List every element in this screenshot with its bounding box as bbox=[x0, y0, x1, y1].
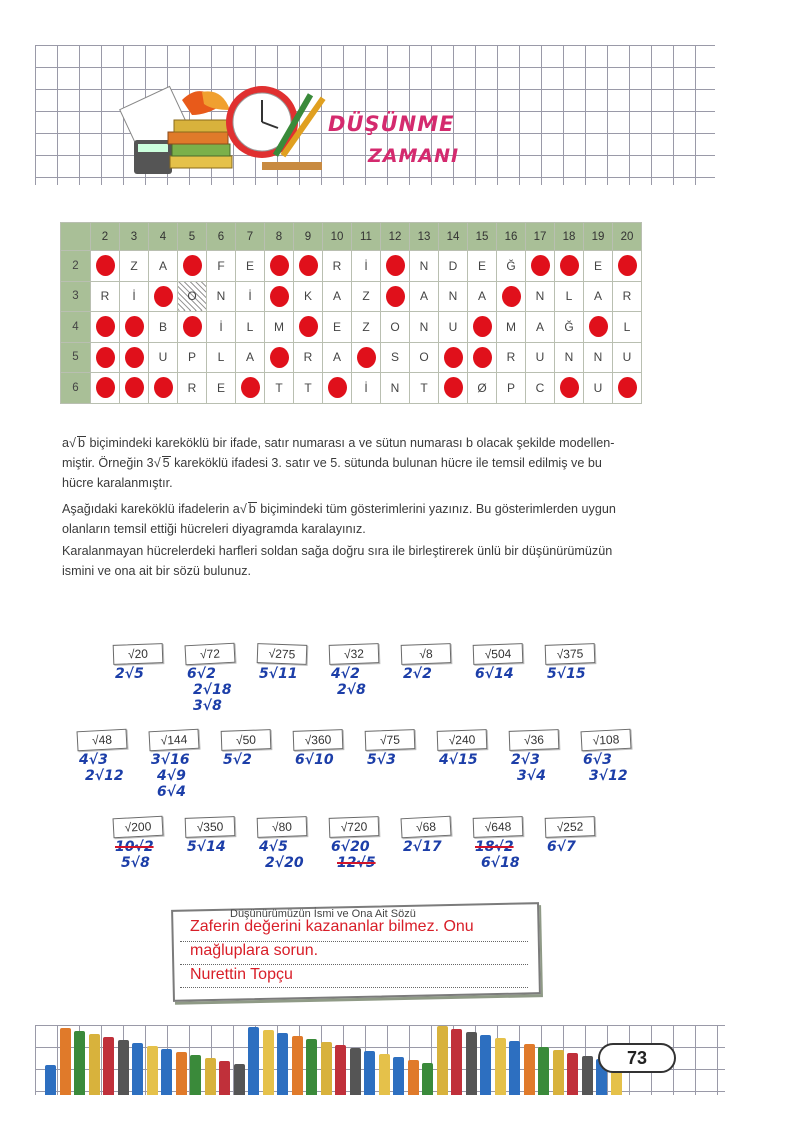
blacked-out-cell bbox=[381, 251, 410, 282]
column-header: 18 bbox=[555, 223, 584, 251]
red-marker-dot bbox=[125, 316, 144, 337]
handwritten-answer: 2√2 bbox=[403, 666, 432, 682]
radical-expression-box: √648 bbox=[473, 816, 524, 838]
red-marker-dot bbox=[357, 347, 376, 368]
letter-cell: Ğ bbox=[555, 312, 584, 343]
letter-cell: L bbox=[236, 312, 265, 343]
blacked-out-cell bbox=[323, 373, 352, 404]
pencil-decoration bbox=[451, 1029, 462, 1095]
handwritten-answer: 2√12 bbox=[85, 768, 124, 784]
blacked-out-cell bbox=[294, 251, 323, 282]
sqrt-sign: √ bbox=[153, 456, 161, 470]
column-header: 8 bbox=[265, 223, 294, 251]
handwritten-answer: 3√16 bbox=[151, 752, 190, 768]
handwritten-answer: 12√5 bbox=[337, 855, 376, 871]
p1-line1 bbox=[62, 433, 657, 453]
red-marker-dot bbox=[183, 316, 202, 337]
letter-cell: N bbox=[381, 373, 410, 404]
letter-cell: O bbox=[178, 281, 207, 312]
p1-text: biçimindeki kareköklü bir ifade, satır numarası a ve sütun numarası b olacak şekilde modellen- bbox=[85, 436, 615, 450]
handwritten-answer: 4√2 bbox=[331, 666, 360, 682]
blacked-out-cell bbox=[91, 251, 120, 282]
letter-cell: N bbox=[410, 312, 439, 343]
section-title-line1: DÜŞÜNME bbox=[328, 112, 455, 136]
p2-a: Aşağıdaki kareköklü ifadelerin a bbox=[62, 502, 240, 516]
p1-line3: hücre karalanmıştır. bbox=[62, 476, 173, 490]
handwritten-answer: 6√7 bbox=[547, 839, 576, 855]
handwritten-answer: 6√20 bbox=[331, 839, 370, 855]
radical-expression-box: √80 bbox=[257, 816, 308, 838]
handwritten-answer: 2√18 bbox=[193, 682, 232, 698]
red-marker-dot bbox=[531, 255, 550, 276]
radical-expression-box: √275 bbox=[257, 643, 308, 665]
red-marker-dot bbox=[589, 316, 608, 337]
handwritten-answer: 5√11 bbox=[259, 666, 298, 682]
handwritten-answer: 4√5 bbox=[259, 839, 288, 855]
grid-row bbox=[61, 342, 642, 373]
handwritten-answer: 2√20 bbox=[265, 855, 304, 871]
blacked-out-cell bbox=[613, 251, 642, 282]
red-marker-dot bbox=[270, 255, 289, 276]
handwritten-answer: 6√14 bbox=[475, 666, 514, 682]
handwritten-answer: 2√3 bbox=[511, 752, 540, 768]
letter-cell: E bbox=[468, 251, 497, 282]
blacked-out-cell bbox=[265, 342, 294, 373]
red-marker-dot bbox=[560, 255, 579, 276]
letter-cell: O bbox=[410, 342, 439, 373]
red-marker-dot bbox=[154, 377, 173, 398]
column-header: 16 bbox=[497, 223, 526, 251]
pencil-decoration bbox=[161, 1049, 172, 1095]
letter-cell: S bbox=[381, 342, 410, 373]
letter-cell: İ bbox=[120, 281, 149, 312]
row-header: 5 bbox=[61, 342, 91, 373]
handwritten-answer: 6√4 bbox=[157, 784, 186, 800]
letter-cell: A bbox=[236, 342, 265, 373]
pencil-decoration bbox=[509, 1041, 520, 1095]
grid-row bbox=[61, 251, 642, 282]
answer-line-3 bbox=[180, 987, 528, 988]
letter-cell: Ğ bbox=[497, 251, 526, 282]
radical-expression-box: √20 bbox=[113, 643, 164, 665]
p1-line2-b: kareköklü ifadesi 3. satır ve 5. sütunda bulunan hücre ile temsil edilmiş ve bu bbox=[170, 456, 602, 470]
column-header: 13 bbox=[410, 223, 439, 251]
blacked-out-cell bbox=[178, 251, 207, 282]
column-header: 19 bbox=[584, 223, 613, 251]
answer-text-1: Zaferin değerini kazananlar bilmez. Onu bbox=[190, 918, 474, 935]
pencil-decoration bbox=[379, 1054, 390, 1095]
letter-cell: O bbox=[381, 312, 410, 343]
letter-cell: R bbox=[294, 342, 323, 373]
blacked-out-cell bbox=[497, 281, 526, 312]
letter-cell: İ bbox=[352, 373, 381, 404]
blacked-out-cell bbox=[120, 312, 149, 343]
pencil-decoration bbox=[524, 1044, 535, 1095]
column-header: 11 bbox=[352, 223, 381, 251]
radical-expression-box: √36 bbox=[509, 729, 560, 751]
red-marker-dot bbox=[125, 347, 144, 368]
letter-cell: K bbox=[294, 281, 323, 312]
blacked-out-cell bbox=[584, 312, 613, 343]
letter-cell: A bbox=[410, 281, 439, 312]
handwritten-answer: 4√3 bbox=[79, 752, 108, 768]
pencil-decoration bbox=[350, 1048, 361, 1095]
radical-expression-box: √68 bbox=[401, 816, 452, 839]
p2-b: biçimindeki tüm gösterimlerini yazınız. Bu gösterimlerden uygun bbox=[256, 502, 616, 516]
blacked-out-cell bbox=[468, 342, 497, 373]
blacked-out-cell bbox=[439, 342, 468, 373]
radical-expression-box: √252 bbox=[545, 816, 596, 838]
handwritten-answer: 6√18 bbox=[481, 855, 520, 871]
pencil-decoration bbox=[205, 1058, 216, 1095]
red-marker-dot bbox=[96, 377, 115, 398]
column-header: 2 bbox=[91, 223, 120, 251]
grid-header-row bbox=[61, 223, 642, 251]
red-marker-dot bbox=[183, 255, 202, 276]
p2-line2: olanların temsil ettiği hücreleri diyagramda karalayınız. bbox=[62, 522, 366, 536]
red-marker-dot bbox=[560, 377, 579, 398]
handwritten-answer: 5√8 bbox=[121, 855, 150, 871]
handwritten-answer: 3√12 bbox=[589, 768, 628, 784]
red-marker-dot bbox=[241, 377, 260, 398]
blacked-out-cell bbox=[555, 251, 584, 282]
red-marker-dot bbox=[299, 316, 318, 337]
column-header: 14 bbox=[439, 223, 468, 251]
letter-cell: N bbox=[410, 251, 439, 282]
pencil-decoration bbox=[393, 1057, 404, 1095]
pencil-decoration bbox=[582, 1056, 593, 1095]
instruction-paragraph-1 bbox=[62, 433, 657, 493]
pencil-decoration bbox=[480, 1035, 491, 1095]
letter-cell: A bbox=[468, 281, 497, 312]
letter-cell: R bbox=[91, 281, 120, 312]
handwritten-answer: 4√9 bbox=[157, 768, 186, 784]
blacked-out-cell bbox=[120, 373, 149, 404]
pencil-decoration bbox=[553, 1050, 564, 1095]
red-marker-dot bbox=[96, 316, 115, 337]
sqrt-sign: √ bbox=[239, 502, 247, 516]
pencil-decoration bbox=[408, 1060, 419, 1095]
radical-expression-box: √360 bbox=[293, 729, 344, 751]
p1-a: a bbox=[62, 436, 70, 450]
pencil-decoration bbox=[263, 1030, 274, 1095]
red-marker-dot bbox=[270, 347, 289, 368]
red-marker-dot bbox=[473, 347, 492, 368]
blacked-out-cell bbox=[120, 342, 149, 373]
radical-expression-box: √72 bbox=[185, 643, 236, 666]
handwritten-answer: 5√15 bbox=[547, 666, 586, 682]
radical-expression-box: √240 bbox=[437, 729, 488, 751]
letter-cell: A bbox=[323, 281, 352, 312]
row-header: 6 bbox=[61, 373, 91, 404]
letter-cell: İ bbox=[352, 251, 381, 282]
p2-sqrt: b bbox=[248, 502, 256, 516]
letter-cell: İ bbox=[236, 281, 265, 312]
blacked-out-cell bbox=[352, 342, 381, 373]
red-marker-dot bbox=[444, 377, 463, 398]
pencil-decoration bbox=[132, 1043, 143, 1095]
letter-cell: T bbox=[265, 373, 294, 404]
blacked-out-cell bbox=[265, 281, 294, 312]
letter-cell: E bbox=[584, 251, 613, 282]
pencil-decoration bbox=[190, 1055, 201, 1095]
letter-cell: A bbox=[526, 312, 555, 343]
pencil-decoration bbox=[103, 1037, 114, 1095]
letter-cell: Z bbox=[352, 312, 381, 343]
letter-grid-table bbox=[60, 222, 642, 404]
sqrt-sign: √ bbox=[69, 436, 76, 450]
column-header: 12 bbox=[381, 223, 410, 251]
pencil-decoration bbox=[364, 1051, 375, 1095]
blacked-out-cell bbox=[91, 342, 120, 373]
pencil-decoration bbox=[306, 1039, 317, 1095]
handwritten-answer: 3√4 bbox=[517, 768, 546, 784]
answer-card-heading: Düşünürümüzün İsmi ve Ona Ait Sözü bbox=[230, 908, 416, 920]
pencil-decoration bbox=[567, 1053, 578, 1095]
page-number: 73 bbox=[598, 1043, 676, 1073]
letter-cell: N bbox=[526, 281, 555, 312]
grid-row bbox=[61, 281, 642, 312]
pencil-decoration bbox=[147, 1046, 158, 1095]
column-header: 17 bbox=[526, 223, 555, 251]
handwritten-answer: 3√8 bbox=[193, 698, 222, 714]
letter-cell: N bbox=[584, 342, 613, 373]
answer-line-2 bbox=[180, 964, 528, 965]
grid-row bbox=[61, 373, 642, 404]
blacked-out-cell bbox=[178, 312, 207, 343]
pencil-decoration bbox=[234, 1064, 245, 1095]
letter-cell: L bbox=[613, 312, 642, 343]
handwritten-answer: 6√10 bbox=[295, 752, 334, 768]
handwritten-answer: 6√3 bbox=[583, 752, 612, 768]
handwritten-answer: 10√2 bbox=[115, 839, 154, 855]
answer-text-2: mağluplara sorun. bbox=[190, 942, 319, 959]
handwritten-answer: 5√3 bbox=[367, 752, 396, 768]
letter-cell: A bbox=[323, 342, 352, 373]
letter-cell: F bbox=[207, 251, 236, 282]
radical-expression-box: √200 bbox=[113, 816, 164, 839]
handwritten-answer: 18√2 bbox=[475, 839, 514, 855]
column-header: 9 bbox=[294, 223, 323, 251]
pencil-decoration bbox=[335, 1045, 346, 1095]
section-title-line2: ZAMANI bbox=[368, 145, 460, 167]
pencil-decoration bbox=[292, 1036, 303, 1095]
red-marker-dot bbox=[618, 255, 637, 276]
pencil-decoration bbox=[277, 1033, 288, 1095]
blacked-out-cell bbox=[236, 373, 265, 404]
red-marker-dot bbox=[618, 377, 637, 398]
row-header: 3 bbox=[61, 281, 91, 312]
pencil-decoration bbox=[219, 1061, 230, 1095]
red-marker-dot bbox=[328, 377, 347, 398]
pencil-decoration bbox=[89, 1034, 100, 1095]
blacked-out-cell bbox=[91, 373, 120, 404]
blacked-out-cell bbox=[149, 373, 178, 404]
red-marker-dot bbox=[444, 347, 463, 368]
blacked-out-cell bbox=[294, 312, 323, 343]
red-marker-dot bbox=[96, 347, 115, 368]
blacked-out-cell bbox=[149, 281, 178, 312]
pencil-decoration bbox=[74, 1031, 85, 1095]
p3-line1: Karalanmayan hücrelerdeki harfleri soldan sağa doğru sıra ile birleştirerek ünlü bir düşünürümüzün bbox=[62, 544, 613, 558]
letter-cell: U bbox=[526, 342, 555, 373]
blacked-out-cell bbox=[613, 373, 642, 404]
column-header: 6 bbox=[207, 223, 236, 251]
column-header: 3 bbox=[120, 223, 149, 251]
radical-expression-box: √375 bbox=[545, 643, 596, 665]
handwritten-answer: 2√17 bbox=[403, 839, 442, 855]
letter-cell: B bbox=[149, 312, 178, 343]
red-marker-dot bbox=[96, 255, 115, 276]
instruction-paragraph-2 bbox=[62, 499, 657, 539]
grid-corner bbox=[61, 223, 91, 251]
letter-cell: U bbox=[149, 342, 178, 373]
p1-line2-a: miştir. Örneğin 3 bbox=[62, 456, 154, 470]
radical-expression-box: √720 bbox=[329, 816, 380, 838]
letter-cell: T bbox=[294, 373, 323, 404]
radical-expression-box: √108 bbox=[581, 729, 632, 752]
instruction-paragraph-3 bbox=[62, 541, 657, 581]
p3-line2: ismini ve ona ait bir sözü bulunuz. bbox=[62, 564, 252, 578]
red-marker-dot bbox=[386, 286, 405, 307]
grid-row bbox=[61, 312, 642, 343]
pencil-decoration bbox=[248, 1027, 259, 1095]
letter-cell: R bbox=[497, 342, 526, 373]
pencil-decoration bbox=[60, 1028, 71, 1095]
letter-cell: Z bbox=[120, 251, 149, 282]
letter-cell: A bbox=[584, 281, 613, 312]
red-marker-dot bbox=[270, 286, 289, 307]
letter-cell: M bbox=[497, 312, 526, 343]
p1-line2-sqrt: 5 bbox=[162, 456, 170, 470]
column-header: 20 bbox=[613, 223, 642, 251]
pencil-decoration bbox=[118, 1040, 129, 1095]
blacked-out-cell bbox=[381, 281, 410, 312]
letter-cell: N bbox=[207, 281, 236, 312]
red-marker-dot bbox=[473, 316, 492, 337]
radical-expression-box: √8 bbox=[401, 643, 452, 665]
letter-cell: D bbox=[439, 251, 468, 282]
letter-cell: T bbox=[410, 373, 439, 404]
pencil-decoration bbox=[321, 1042, 332, 1095]
letter-cell: L bbox=[555, 281, 584, 312]
pencil-decoration bbox=[538, 1047, 549, 1095]
row-header: 4 bbox=[61, 312, 91, 343]
column-header: 15 bbox=[468, 223, 497, 251]
letter-cell: L bbox=[207, 342, 236, 373]
pencil-decoration bbox=[495, 1038, 506, 1095]
radical-expression-box: √32 bbox=[329, 643, 380, 665]
pencil-decoration bbox=[176, 1052, 187, 1095]
letter-cell: A bbox=[149, 251, 178, 282]
radical-expression-box: √350 bbox=[185, 816, 236, 838]
p1-line2 bbox=[62, 453, 657, 473]
letter-cell: R bbox=[178, 373, 207, 404]
blacked-out-cell bbox=[91, 312, 120, 343]
p1-b: b bbox=[77, 436, 85, 450]
radical-expression-box: √504 bbox=[473, 643, 524, 665]
letter-cell: U bbox=[439, 312, 468, 343]
letter-cell: Ø bbox=[468, 373, 497, 404]
handwritten-answer: 5√14 bbox=[187, 839, 226, 855]
radical-expression-box: √144 bbox=[149, 729, 200, 752]
row-header: 2 bbox=[61, 251, 91, 282]
blacked-out-cell bbox=[555, 373, 584, 404]
handwritten-answer: 6√2 bbox=[187, 666, 216, 682]
p2-line1 bbox=[62, 499, 657, 519]
pencil-decoration bbox=[437, 1026, 448, 1095]
pencil-decoration bbox=[422, 1063, 433, 1095]
pencil-decoration bbox=[45, 1065, 56, 1095]
letter-cell: N bbox=[555, 342, 584, 373]
red-marker-dot bbox=[299, 255, 318, 276]
answer-text-3: Nurettin Topçu bbox=[190, 966, 293, 983]
column-header: 10 bbox=[323, 223, 352, 251]
handwritten-answer: 5√2 bbox=[223, 752, 252, 768]
letter-cell: Z bbox=[352, 281, 381, 312]
letter-cell: R bbox=[323, 251, 352, 282]
radical-expression-box: √75 bbox=[365, 729, 416, 751]
blacked-out-cell bbox=[526, 251, 555, 282]
handwritten-answer: 2√8 bbox=[337, 682, 366, 698]
column-header: 4 bbox=[149, 223, 178, 251]
letter-cell: M bbox=[265, 312, 294, 343]
letter-cell: E bbox=[236, 251, 265, 282]
radical-expression-box: √48 bbox=[77, 729, 128, 752]
letter-cell: P bbox=[497, 373, 526, 404]
blacked-out-cell bbox=[468, 312, 497, 343]
column-header: 7 bbox=[236, 223, 265, 251]
letter-cell: E bbox=[323, 312, 352, 343]
letter-cell: U bbox=[613, 342, 642, 373]
letter-cell: U bbox=[584, 373, 613, 404]
letter-cell: R bbox=[613, 281, 642, 312]
handwritten-answer: 4√15 bbox=[439, 752, 478, 768]
letter-cell: P bbox=[178, 342, 207, 373]
letter-cell: C bbox=[526, 373, 555, 404]
letter-cell: İ bbox=[207, 312, 236, 343]
handwritten-answer: 2√5 bbox=[115, 666, 144, 682]
red-marker-dot bbox=[154, 286, 173, 307]
pencil-decoration bbox=[466, 1032, 477, 1095]
blacked-out-cell bbox=[439, 373, 468, 404]
school-supplies-illustration bbox=[112, 70, 332, 180]
red-marker-dot bbox=[125, 377, 144, 398]
radical-expression-box: √50 bbox=[221, 729, 272, 751]
letter-cell: E bbox=[207, 373, 236, 404]
red-marker-dot bbox=[502, 286, 521, 307]
letter-cell: N bbox=[439, 281, 468, 312]
blacked-out-cell bbox=[265, 251, 294, 282]
red-marker-dot bbox=[386, 255, 405, 276]
column-header: 5 bbox=[178, 223, 207, 251]
